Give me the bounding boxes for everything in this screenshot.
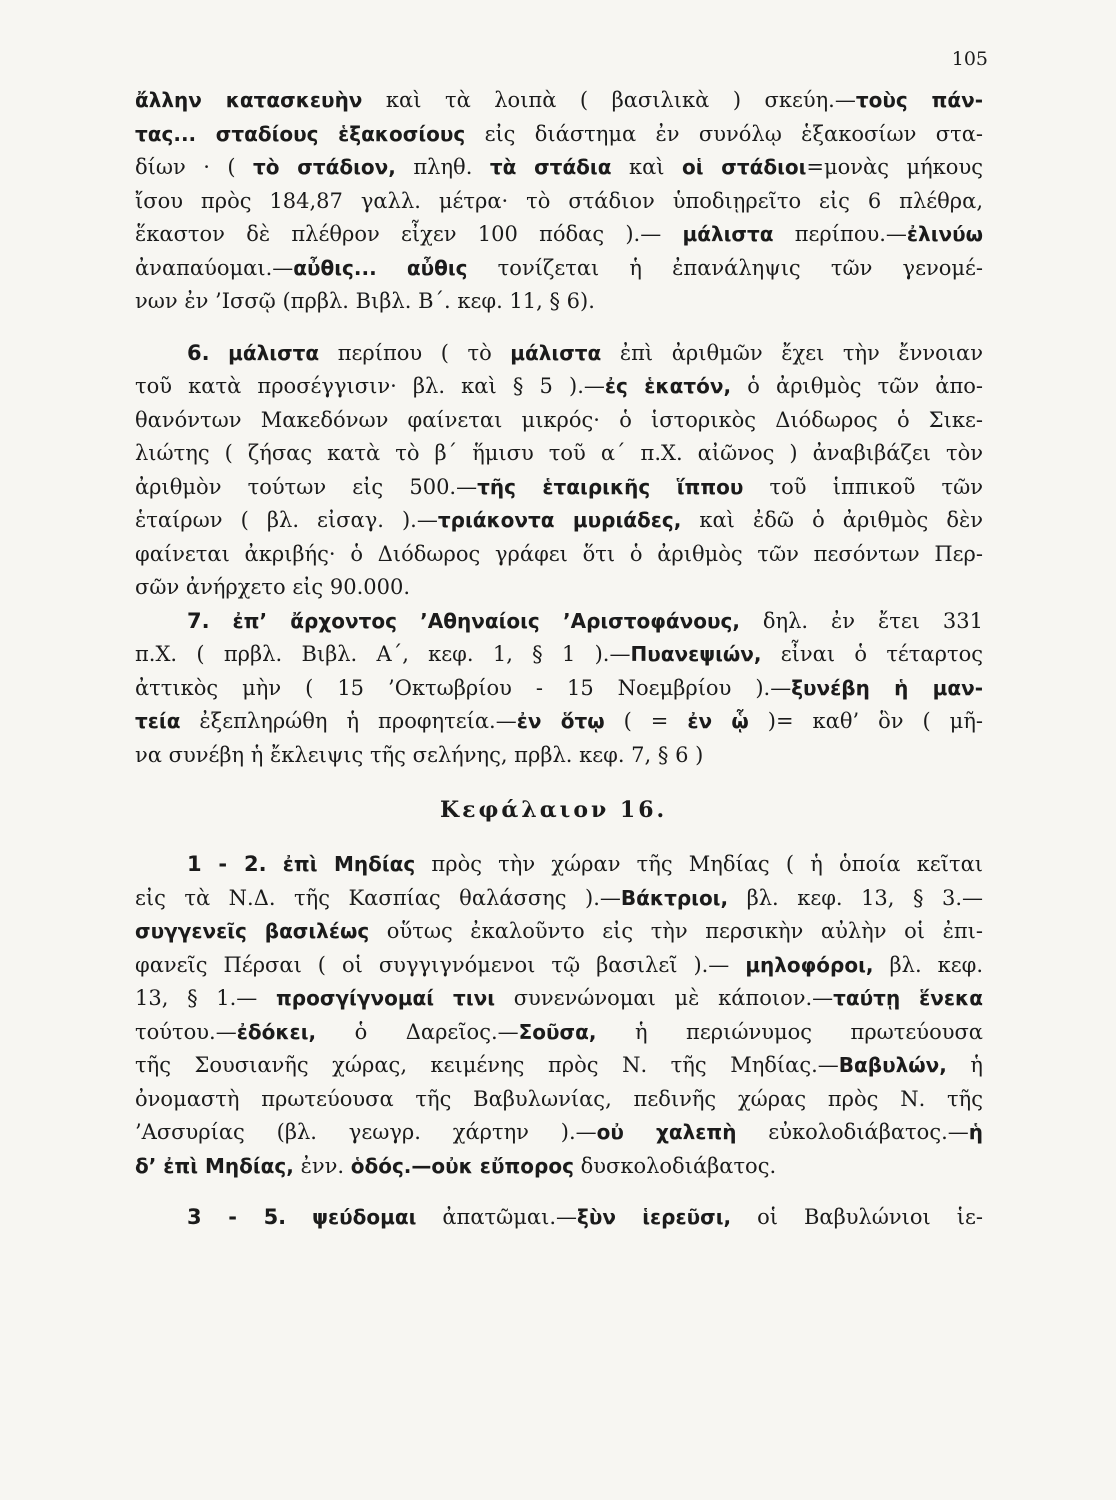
text-run: εἶναι ὁ τέταρτος xyxy=(761,642,983,666)
text-run: ἐπὶ ἀριθμῶν ἔχει τὴν ἔννοιαν xyxy=(601,340,983,365)
bold-term: Σοῦσα, xyxy=(518,1019,597,1044)
bold-term: ψεύδομαι xyxy=(312,1205,417,1229)
text-run: εἰς τὰ Ν.Δ. τῆς Κασπίας θαλάσσης ).— xyxy=(135,885,621,910)
text-run: τούτου.— xyxy=(135,1019,237,1044)
text-run: πρὸς τὴν χώραν τῆς Μηδίας ( ἡ ὁποία κεῖται xyxy=(415,852,983,876)
text-run: 13, § 1.— xyxy=(135,986,276,1010)
text-run: περίπου.— xyxy=(773,222,907,246)
bold-term: προσγίγνομαί τινι xyxy=(275,986,496,1010)
bold-term: ὁδός.—οὐκ εὔπορος xyxy=(350,1153,574,1178)
paragraph-gap xyxy=(135,772,983,790)
bold-term: τεία xyxy=(135,709,181,733)
text-run: ἑταίρων ( βλ. εἰσαγ. ).— xyxy=(135,508,438,532)
page-text xyxy=(135,84,983,1235)
bold-term: Βαβυλών, xyxy=(838,1053,947,1077)
text-run: νων ἐν ’Ισσῷ (πρβλ. Βιβλ. Β΄. κεφ. 11, § 6). xyxy=(135,289,595,313)
text-line xyxy=(135,437,983,471)
bold-term: ἡ xyxy=(968,1120,983,1144)
bold-term: ἐλινύω xyxy=(906,222,983,246)
text-line xyxy=(135,337,983,371)
text-run: ἀπατῶμαι.— xyxy=(416,1205,578,1229)
text-line xyxy=(135,949,983,983)
text-run: περίπου ( τὸ xyxy=(319,340,511,365)
text-run: )= καθ’ ὃν ( μῆ- xyxy=(748,709,983,733)
text-run: τῆς Σουσιανῆς χώρας, κειμένης πρὸς Ν. τῆς Μηδίας.— xyxy=(135,1053,839,1077)
text-line xyxy=(135,1083,983,1117)
text-run: φανεῖς Πέρσαι ( οἱ συγγιγνόμενοι τῷ βασιλεῖ ).— xyxy=(135,952,746,977)
text-run xyxy=(286,1205,312,1229)
text-run: ἀττικὸς μὴν ( 15 ’Οκτωβρίου - 15 Νοεμβρίου ).— xyxy=(135,675,792,700)
text-run: οἱ Βαβυλώνιοι ἱε- xyxy=(731,1205,983,1229)
chapter-heading xyxy=(135,790,983,830)
paragraph-gap xyxy=(135,830,983,848)
text-run: ἀναπαύομαι.— xyxy=(135,255,294,280)
section-number: 3 - 5. xyxy=(187,1205,287,1229)
bold-term: αὖθις... xyxy=(293,255,377,280)
text-line xyxy=(135,915,983,949)
section-number: 6. xyxy=(187,340,210,365)
text-line xyxy=(135,252,983,286)
text-run: ’Ασσυρίας (βλ. γεωγρ. χάρτην ).— xyxy=(135,1120,597,1144)
text-run: ἡ xyxy=(946,1053,983,1077)
text-line xyxy=(135,1201,983,1235)
text-run: λιώτης ( ζήσας κατὰ τὸ β΄ ἥμισυ τοῦ α΄ π.Χ. αἰῶνος ) ἀναβιβάζει τὸν xyxy=(135,441,983,465)
text-run: ἀριθμὸν τούτων εἰς 500.— xyxy=(135,474,478,499)
text-line xyxy=(135,1116,983,1150)
text-run: ἡ περιώνυμος πρωτεύουσα xyxy=(596,1019,983,1044)
bold-term: οὐ χαλεπὴ xyxy=(596,1120,737,1144)
text-line xyxy=(135,285,983,319)
text-line xyxy=(135,1016,983,1050)
bold-term: ἐπὶ Μηδίας xyxy=(282,852,416,876)
text-run: ἴσου πρὸς 184,87 γαλλ. μέτρα· τὸ στάδιον ὑποδιῃρεῖτο εἰς 6 πλέθρα, xyxy=(135,188,983,213)
text-line xyxy=(135,84,983,118)
bold-term: τὸ στάδιον, xyxy=(253,155,396,179)
text-run: ὁ ἀριθμὸς τῶν ἀπο- xyxy=(731,374,983,398)
bold-term: τας... σταδίους ἑξακοσίους xyxy=(135,121,466,146)
text-run: ὁ Δαρεῖος.— xyxy=(316,1019,519,1044)
text-run: δίων · ( xyxy=(135,155,254,179)
page-number: 105 xyxy=(951,48,988,70)
text-line xyxy=(135,1150,983,1184)
text-run: βλ. κεφ. 13, § 3.— xyxy=(728,885,983,910)
bold-term: αὖθις xyxy=(406,255,468,280)
bold-term: ξυνέβη ἡ μαν- xyxy=(791,675,983,700)
text-run: εἰς διάστημα ἐν συνόλῳ ἑξακοσίων στα- xyxy=(465,121,983,146)
bold-term: Βάκτριοι, xyxy=(620,885,729,910)
text-run: πληθ. xyxy=(395,155,490,179)
text-run: ( = xyxy=(604,709,688,733)
text-line xyxy=(135,605,983,639)
text-run: θανόντων Μακεδόνων φαίνεται μικρός· ὁ ἱστορικὸς Διόδωρος ὁ Σικε- xyxy=(135,407,983,432)
bold-term: μάλιστα xyxy=(682,222,774,246)
text-run: σῶν ἀνήρχετο εἰς 90.000. xyxy=(135,575,411,599)
bold-term: τριάκοντα μυριάδες, xyxy=(437,508,682,532)
text-run: δυσκολοδιάβατος. xyxy=(573,1153,777,1178)
bold-term: ἐν ᾧ xyxy=(687,709,749,733)
bold-term: ἐν ὅτῳ xyxy=(516,709,605,733)
text-run: ὀνομαστὴ πρωτεύουσα τῆς Βαβυλωνίας, πεδινῆς χώρας πρὸς Ν. τῆς xyxy=(135,1086,983,1111)
text-run: τονίζεται ἡ ἐπανάληψις τῶν γενομέ- xyxy=(467,255,983,280)
text-line xyxy=(135,151,983,185)
text-line xyxy=(135,370,983,404)
bold-term: οἱ στάδιοι xyxy=(681,155,807,179)
text-run: βλ. κεφ. xyxy=(873,952,983,977)
text-line xyxy=(135,1049,983,1083)
text-line xyxy=(135,118,983,152)
bold-term: δ’ ἐπὶ Μηδίας, xyxy=(135,1153,294,1178)
text-run xyxy=(210,341,229,365)
text-run: π.Χ. ( πρβλ. Βιβλ. Α΄, κεφ. 1, § 1 ).— xyxy=(135,642,631,666)
text-line xyxy=(135,538,983,572)
text-line xyxy=(135,705,983,739)
text-run: ἐνν. xyxy=(293,1153,351,1178)
text-run: καὶ ἐδῶ ὁ ἀριθμὸς δὲν xyxy=(681,508,983,532)
text-run: τοῦ ἱππικοῦ τῶν xyxy=(743,474,983,499)
text-run: Κεφάλαιον 16. xyxy=(440,797,668,823)
text-run xyxy=(377,256,407,280)
bold-term: συγγενεῖς βασιλέως xyxy=(135,919,370,943)
text-run: οὕτως ἐκαλοῦντο εἰς τὴν περσικὴν αὐλὴν οἱ ἐπι- xyxy=(369,919,983,943)
text-run: καὶ xyxy=(611,155,682,179)
text-run: εὐκολοδιάβατος.— xyxy=(736,1120,969,1144)
text-line xyxy=(135,218,983,252)
bold-term: ξὺν ἱερεῦσι, xyxy=(577,1205,732,1229)
bold-term: ἄλλην κατασκευὴν xyxy=(135,88,363,112)
bold-term: τοὺς πάν- xyxy=(855,88,983,112)
section-number: 7. xyxy=(187,608,210,633)
bold-term: μηλοφόροι, xyxy=(745,952,874,977)
paragraph-gap xyxy=(135,1183,983,1201)
text-run: συνενώνομαι μὲ κάποιον.— xyxy=(495,986,834,1010)
text-run xyxy=(267,852,283,876)
text-line xyxy=(135,471,983,505)
bold-term: ἐς ἑκατόν, xyxy=(604,374,732,398)
section-number: 1 - 2. xyxy=(187,852,267,876)
bold-term: μάλιστα xyxy=(228,340,320,365)
text-line xyxy=(135,882,983,916)
text-line xyxy=(135,638,983,672)
text-line xyxy=(135,672,983,706)
text-line xyxy=(135,571,983,605)
text-run: δηλ. ἐν ἔτει 331 xyxy=(739,608,983,633)
text-line xyxy=(135,504,983,538)
bold-term: τὰ στάδια xyxy=(489,155,612,179)
bold-term: ἐπ’ ἄρχοντος ’Αθηναίοις ’Αριστοφάνους, xyxy=(232,608,740,633)
text-run: =μονὰς μήκους xyxy=(806,155,983,179)
text-line xyxy=(135,185,983,219)
text-run xyxy=(210,609,233,633)
text-line xyxy=(135,982,983,1016)
text-run: ἐξεπληρώθη ἡ προφητεία.— xyxy=(180,709,517,733)
text-line xyxy=(135,848,983,882)
bold-term: ἐδόκει, xyxy=(236,1019,317,1044)
bold-term: ταύτῃ ἕνεκα xyxy=(833,986,983,1010)
text-run: καὶ τὰ λοιπὰ ( βασιλικὰ ) σκεύη.— xyxy=(362,88,856,112)
text-run: ἕκαστον δὲ πλέθρον εἶχεν 100 πόδας ).— xyxy=(135,222,683,246)
text-line xyxy=(135,739,983,773)
text-line xyxy=(135,404,983,438)
text-run: φαίνεται ἀκριβής· ὁ Διόδωρος γράφει ὅτι ὁ ἀριθμὸς τῶν πεσόντων Περ- xyxy=(135,541,983,566)
text-run: τοῦ κατὰ προσέγγισιν· βλ. καὶ § 5 ).— xyxy=(135,374,605,398)
paragraph-gap xyxy=(135,319,983,337)
bold-term: Πυανεψιών, xyxy=(630,642,762,666)
text-run: να συνέβη ἡ ἔκλειψις τῆς σελήνης, πρβλ. κεφ. 7, § 6 ) xyxy=(135,742,704,767)
bold-term: μάλιστα xyxy=(510,340,602,365)
bold-term: τῆς ἑταιρικῆς ἵππου xyxy=(477,474,744,499)
